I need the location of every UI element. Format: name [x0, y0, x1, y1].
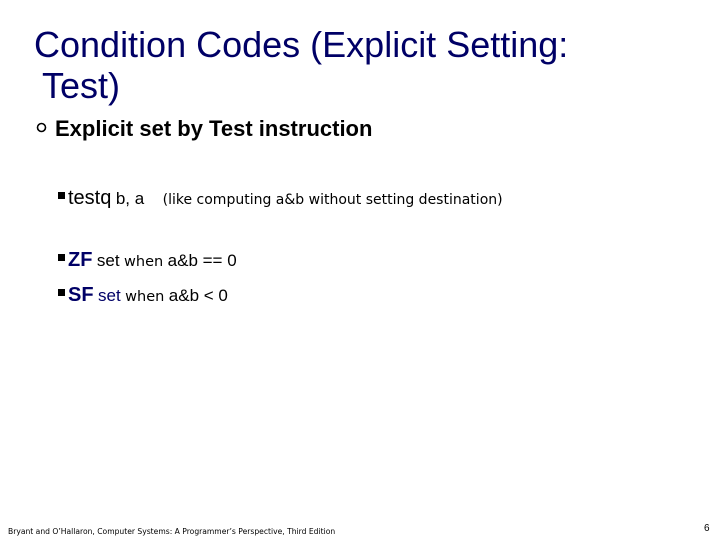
footer-credit: Bryant and O’Hallaron, Computer Systems: A Programmer’s Perspective, Third Edition	[8, 527, 336, 536]
sf-condition: a&b < 0	[168, 286, 228, 305]
sf-when-word: when	[125, 289, 165, 305]
sf-set-word: set	[98, 286, 121, 305]
zf-set-word: set	[96, 251, 120, 270]
subbullet-testq	[58, 187, 503, 210]
sf-flag: SF	[68, 284, 94, 306]
page-number: 6	[704, 523, 710, 534]
subbullet-zf	[58, 249, 237, 272]
zf-flag: ZF	[68, 249, 93, 271]
title-line-1: Condition Codes (Explicit Setting:	[34, 24, 569, 65]
square-bullet-icon	[58, 192, 65, 199]
hollow-circle-bullet-icon	[36, 122, 47, 133]
testq-instruction: testq	[68, 187, 112, 209]
testq-note: (like computing a&b without setting destination)	[162, 192, 503, 208]
testq-operands: b, a	[115, 189, 145, 208]
subbullet-sf	[58, 284, 228, 307]
zf-when-word: when	[124, 254, 164, 270]
zf-condition: a&b == 0	[167, 251, 237, 270]
square-bullet-icon	[58, 254, 65, 261]
title-line-2: Test)	[42, 65, 121, 106]
slide-title	[34, 24, 694, 106]
bullet-text: Explicit set by Test instruction	[55, 116, 373, 141]
square-bullet-icon	[58, 289, 65, 296]
